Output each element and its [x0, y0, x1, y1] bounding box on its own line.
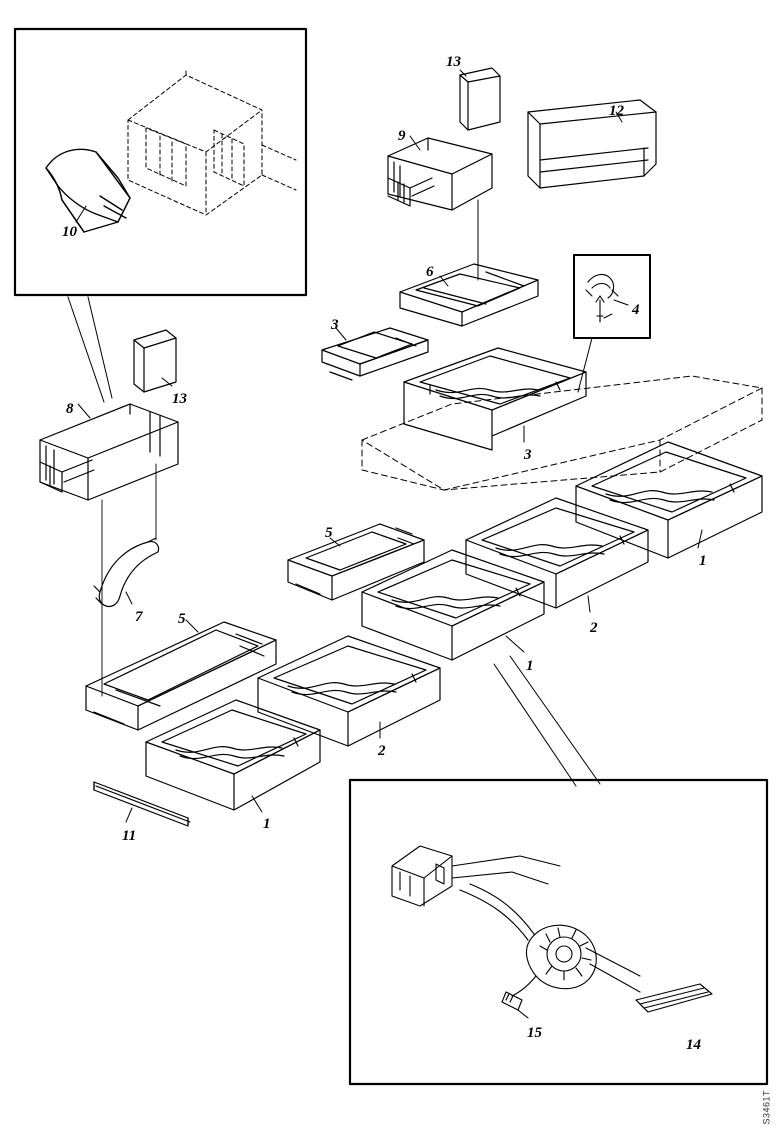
small-right-inset-frame	[574, 255, 650, 338]
part-12	[528, 100, 656, 188]
part-13-left	[134, 330, 176, 392]
part-3-left	[322, 328, 428, 380]
leader-to-upper-inset	[68, 297, 112, 402]
callout-1-right: 1	[699, 553, 707, 569]
callout-14: 14	[686, 1037, 701, 1053]
leader-9	[410, 136, 420, 150]
callout-1-middle: 1	[526, 658, 534, 674]
part-5-middle	[288, 524, 424, 600]
leader-inset4-to-board	[578, 338, 592, 392]
leader-7	[126, 592, 132, 604]
leader-1-middle	[506, 636, 524, 652]
callout-3-board: 3	[524, 447, 532, 463]
leader-5-lower	[186, 620, 198, 632]
leader-2-right	[588, 596, 590, 612]
part-8	[40, 401, 178, 500]
figure-code: S3461T	[762, 1090, 772, 1125]
callout-12: 12	[609, 103, 624, 119]
leader-11	[126, 808, 132, 822]
callout-4: 4	[632, 302, 640, 318]
part-9	[388, 138, 492, 210]
leader-8	[78, 404, 90, 418]
callout-7: 7	[135, 609, 143, 625]
callout-13-upper: 13	[446, 54, 461, 70]
callout-8: 8	[66, 401, 74, 417]
ghost-slot-outline	[362, 376, 762, 490]
leader-8-vertical	[102, 464, 156, 696]
callout-13-left: 13	[172, 391, 187, 407]
part-13-upper	[460, 68, 500, 130]
upper-left-inset-frame	[15, 29, 306, 295]
callout-2-center: 2	[378, 743, 386, 759]
callout-10: 10	[62, 224, 77, 240]
part-1-middle	[362, 550, 544, 660]
leader-1-right	[698, 530, 702, 548]
callout-3-left: 3	[331, 317, 339, 333]
callout-5-lower: 5	[178, 611, 186, 627]
callout-5-middle: 5	[325, 525, 333, 541]
part-2-center	[258, 636, 440, 746]
part-2-right	[466, 498, 648, 608]
part-1-front	[146, 700, 320, 810]
callout-15: 15	[527, 1025, 542, 1041]
part-5-lower	[86, 622, 276, 730]
part-7	[94, 538, 159, 607]
callout-11: 11	[122, 828, 137, 844]
callout-6: 6	[426, 264, 434, 280]
part-1-right	[576, 442, 762, 558]
callout-1-front: 1	[263, 816, 271, 832]
part-11	[94, 782, 190, 826]
leader-to-lower-inset	[494, 656, 600, 786]
callout-9: 9	[398, 128, 406, 144]
leader-1-front	[252, 796, 262, 812]
part-6	[400, 264, 538, 326]
callout-2-right: 2	[590, 620, 598, 636]
